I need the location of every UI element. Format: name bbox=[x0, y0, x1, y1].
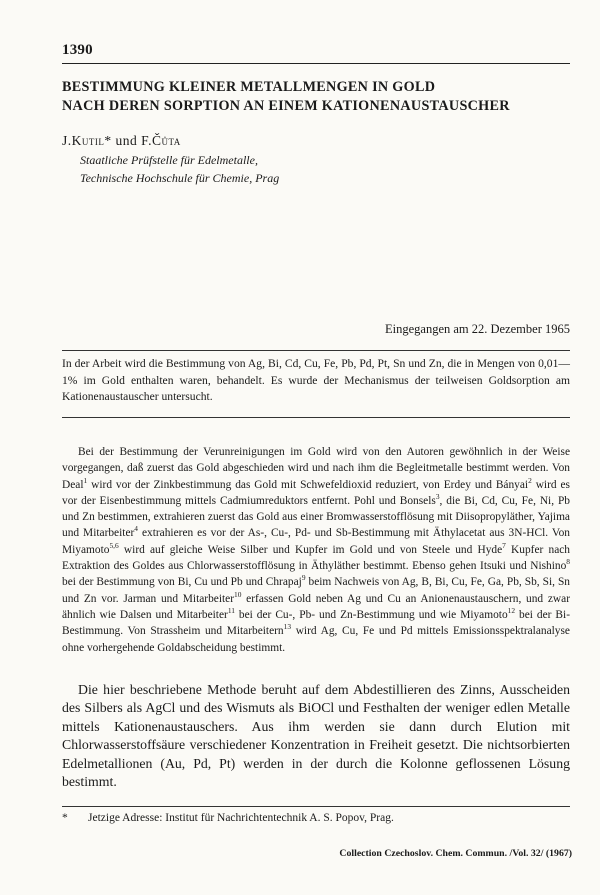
citation-11: 11 bbox=[227, 606, 235, 616]
footnote-text: Jetzige Adresse: Institut für Nachrichtentechnik A. S. Popov, Prag. bbox=[88, 812, 394, 824]
title-line-1: BESTIMMUNG KLEINER METALLMENGEN IN GOLD bbox=[62, 79, 436, 95]
citation-3: 3 bbox=[435, 492, 440, 502]
citation-8: 8 bbox=[566, 557, 570, 567]
citation-13: 13 bbox=[283, 622, 292, 632]
author2-initial: F. bbox=[141, 133, 152, 148]
footnote-mark: * bbox=[62, 812, 68, 824]
journal-reference: Collection Czechoslov. Chem. Commun. /Vol. 32/ (1967) bbox=[339, 848, 572, 859]
citation-4: 4 bbox=[134, 524, 138, 534]
affiliation bbox=[80, 151, 279, 187]
author1-initial: J. bbox=[62, 133, 72, 148]
citation-2: 2 bbox=[528, 475, 532, 485]
affiliation-line-1: Staatliche Prüfstelle für Edelmetalle, bbox=[80, 153, 258, 167]
citation-1: 1 bbox=[83, 475, 88, 485]
authors bbox=[62, 133, 181, 149]
citation-12: 12 bbox=[507, 606, 516, 616]
citation-5-6: 5,6 bbox=[109, 540, 119, 550]
header-rule bbox=[62, 63, 570, 64]
footnote-rule bbox=[62, 806, 570, 807]
received-date: Eingegangen am 22. Dezember 1965 bbox=[384, 322, 570, 336]
author1-surname: Kutil bbox=[71, 133, 105, 148]
author1-footnote-mark: * bbox=[104, 133, 112, 148]
affiliation-line-2: Technische Hochschule für Chemie, Prag bbox=[80, 171, 280, 185]
citation-9: 9 bbox=[301, 573, 306, 583]
footnote bbox=[62, 812, 394, 824]
page-number: 1390 bbox=[62, 42, 93, 58]
abstract: In der Arbeit wird die Bestimmung von Ag, Bi, Cd, Cu, Fe, Pb, Pd, Pt, Sn und Zn, die in Mengen von 0,01—1% im Gold enthalten waren, behandelt. Es wurde der Mechanismus der teilweisen Goldsorption am Kationenaustauscher untersucht. bbox=[62, 357, 570, 403]
citation-7: 7 bbox=[502, 540, 506, 550]
article-title bbox=[62, 78, 572, 116]
abstract-rule-bottom bbox=[62, 417, 570, 418]
title-line-2: NACH DEREN SORPTION AN EINEM KATIONENAUSTAUSCHER bbox=[62, 98, 510, 114]
intro-paragraph: Bei der Bestimmung der Verunreinigungen im Gold wird von den Autoren gewöhnlich in der Weise vorgegangen, daß zuerst das Gold abgeschieden wird und nach ihm die Begleitmetalle bestimmt werden. Von Deal$^1$ wird vor der Zinkbestimmung das Gold mit Schwefeldioxid reduziert, von Erdey und Bányai$^2$ wird es vor der Eisenbestimmung mittels Cadmiumreduktors entfernt. Pohl und Bonsels$^3$, die Bi, Cd, Cu, Fe, Ni, Pb und Zn bestimmen, extrahieren zuerst das Gold aus einer Bromwasserstofflösung mit Diisopropyläther, Yajima und Mitarbeiter$^4$ extrahieren es vor der As-, Cu-, Pd- und Sb-Bestimmung mit Äthylacetat aus 3N-HCl. Von Miyamoto$^{5,6}$ wird auf gleiche Weise Silber und Kupfer im Gold und von Steele und Hyde$^7$ Kupfer nach Extraktion des Goldes aus Chlorwasserstofflösung in Äthyläther bestimmt. Ebenso gehen Itsuki und Nishino$^8$ bei der Bestimmung von Bi, Cu und Pb und Chrapaj$^9$ beim Nachweis von Ag, B, Bi, Cu, Fe, Ga, Pb, Sb, Si, Sn und Zn vor. Jarman und Mitarbeiter$^{10}$ erfassen Gold neben Ag und Cu an Anionenaustauschern, und zwar ähnlich wie Dalsen und Mitarbeiter$^{11}$ bei der Cu-, Pb- und Zn-Bestimmung und wie Miyamoto$^{12}$ bei der Bi-Bestimmung. Von Strassheim und Mitarbeitern$^{13}$ wird Ag, Cu, Fe und Pd mittels Emissionsspektralanalyse ohne vorhergehende Goldabscheidung bestimmt. bbox=[62, 446, 570, 654]
authors-conjunction: und bbox=[111, 133, 142, 148]
citation-10: 10 bbox=[234, 589, 242, 599]
abstract-rule-top bbox=[62, 350, 570, 351]
method-paragraph: Die hier beschriebene Methode beruht auf dem Abdestillieren des Zinns, Ausscheiden des Silbers als AgCl und des Wismuts als BiOCl und Festhalten der weniger edlen Metalle mittels Kationenaustauschers. Aus ihm werden sie dann durch Elution mit Chlorwasserstoffsäure verschiedener Konzentration in Freiheit gesetzt. Die nichtsorbierten Edelmetallionen (Au, Pd, Pt) werden in der durch die Kolonne geflossenen Lösung bestimmt. bbox=[62, 682, 570, 790]
author2-surname: Čůta bbox=[151, 133, 181, 148]
